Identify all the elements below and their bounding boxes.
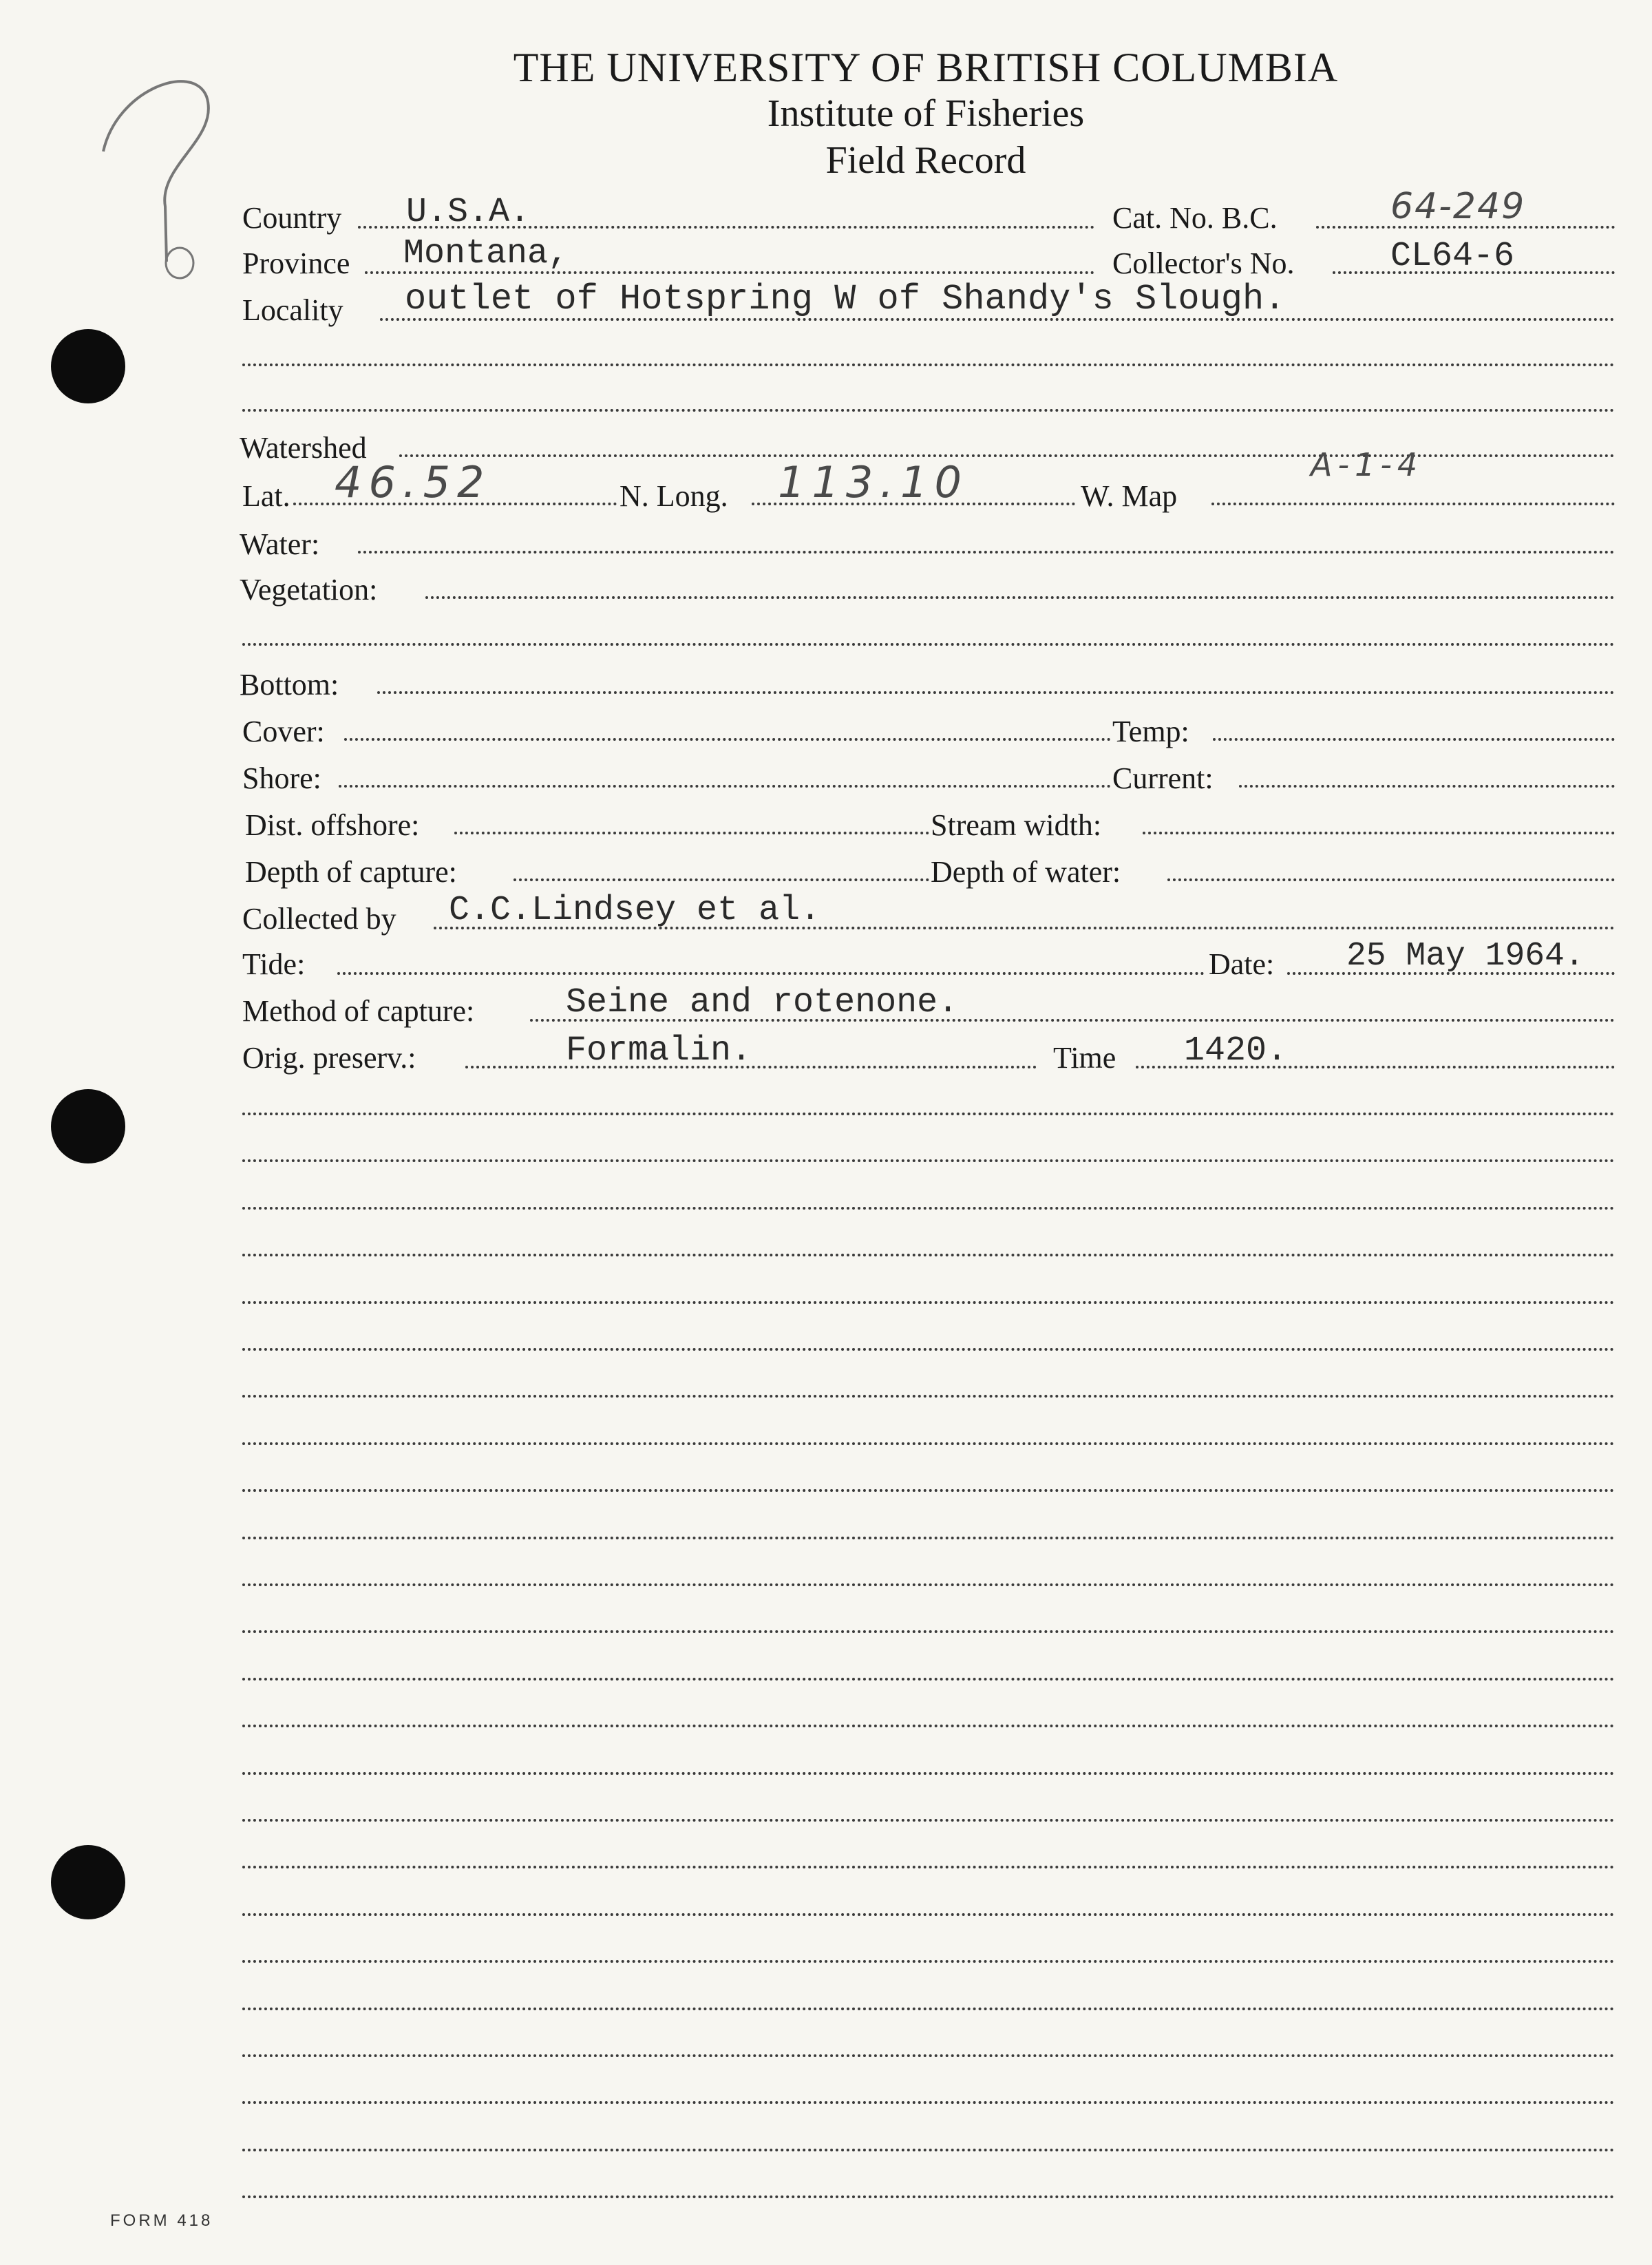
- note-line: [242, 2149, 1615, 2151]
- collector-no-value: CL64-6: [1390, 237, 1515, 276]
- note-line: [242, 1207, 1615, 1210]
- stream-width-label: Stream width:: [931, 808, 1102, 842]
- locality-value: outlet of Hotspring W of Shandy's Slough.: [405, 279, 1286, 319]
- note-line: [242, 1113, 1615, 1115]
- note-line: [242, 1254, 1615, 1256]
- locality-continuation-line: [242, 364, 1615, 366]
- note-line: [242, 1301, 1615, 1304]
- time-value: 1420.: [1184, 1031, 1288, 1071]
- dist-offshore-label: Dist. offshore:: [245, 808, 420, 842]
- water-label: Water:: [240, 527, 320, 561]
- note-line: [242, 1537, 1615, 1539]
- punch-hole-top: [51, 329, 125, 403]
- note-line: [242, 1960, 1615, 1963]
- preserv-label: Orig. preserv.:: [242, 1041, 416, 1075]
- note-line: [242, 1913, 1615, 1916]
- method-label: Method of capture:: [242, 994, 475, 1028]
- punch-hole-middle: [51, 1089, 125, 1163]
- date-value: 25 May 1964.: [1346, 938, 1585, 975]
- note-line: [242, 1395, 1615, 1398]
- bottom-label: Bottom:: [240, 668, 339, 702]
- country-value: U.S.A.: [406, 193, 531, 232]
- locality-label: Locality: [242, 293, 343, 327]
- university-title: THE UNIVERSITY OF BRITISH COLUMBIA: [513, 45, 1339, 90]
- note-line: [242, 1772, 1615, 1775]
- tide-label: Tide:: [242, 947, 306, 981]
- note-line: [242, 2101, 1615, 2104]
- circle-annotation: [162, 244, 197, 282]
- institute-title: Institute of Fisheries: [767, 92, 1085, 135]
- depth-capture-label: Depth of capture:: [245, 855, 457, 889]
- note-line: [242, 1442, 1615, 1445]
- note-line: [242, 1583, 1615, 1586]
- vegetation-label: Vegetation:: [240, 573, 378, 607]
- blank-line: [242, 643, 1615, 646]
- country-label: Country: [242, 201, 342, 235]
- note-line: [242, 1866, 1615, 1868]
- note-line: [242, 1630, 1615, 1633]
- date-label: Date:: [1209, 947, 1275, 981]
- note-line: [242, 2195, 1615, 2198]
- lat-label: Lat.: [242, 479, 290, 513]
- note-line: [242, 1159, 1615, 1162]
- note-line: [242, 1819, 1615, 1822]
- lat-value: 46.52: [335, 457, 491, 507]
- map-label: W. Map: [1081, 479, 1178, 513]
- punch-hole-bottom: [51, 1845, 125, 1919]
- record-type-title: Field Record: [825, 139, 1026, 182]
- form-number: FORM 418: [110, 2211, 213, 2230]
- map-value: A-1-4: [1311, 446, 1423, 483]
- temp-label: Temp:: [1112, 715, 1189, 748]
- note-line: [242, 1489, 1615, 1492]
- note-line: [242, 2008, 1615, 2010]
- current-label: Current:: [1112, 761, 1214, 795]
- note-line: [242, 1348, 1615, 1351]
- collected-by-value: C.C.Lindsey et al.: [449, 891, 821, 930]
- preserv-value: Formalin.: [566, 1031, 752, 1071]
- long-label: N. Long.: [620, 479, 728, 513]
- collected-by-label: Collected by: [242, 902, 396, 936]
- watershed-label: Watershed: [240, 431, 367, 465]
- note-line: [242, 1725, 1615, 1727]
- long-value: 113.10: [778, 457, 968, 507]
- province-value: Montana,: [403, 234, 569, 273]
- method-value: Seine and rotenone.: [566, 983, 959, 1022]
- cover-label: Cover:: [242, 715, 325, 748]
- time-label: Time: [1053, 1041, 1116, 1075]
- collector-no-label: Collector's No.: [1112, 246, 1295, 280]
- note-line: [242, 1678, 1615, 1681]
- depth-water-label: Depth of water:: [931, 855, 1121, 889]
- shore-label: Shore:: [242, 761, 321, 795]
- note-line: [242, 2054, 1615, 2057]
- province-label: Province: [242, 246, 350, 280]
- cat-no-value: 64-249: [1390, 186, 1526, 227]
- cat-no-label: Cat. No. B.C.: [1112, 201, 1278, 235]
- blank-line: [242, 409, 1615, 412]
